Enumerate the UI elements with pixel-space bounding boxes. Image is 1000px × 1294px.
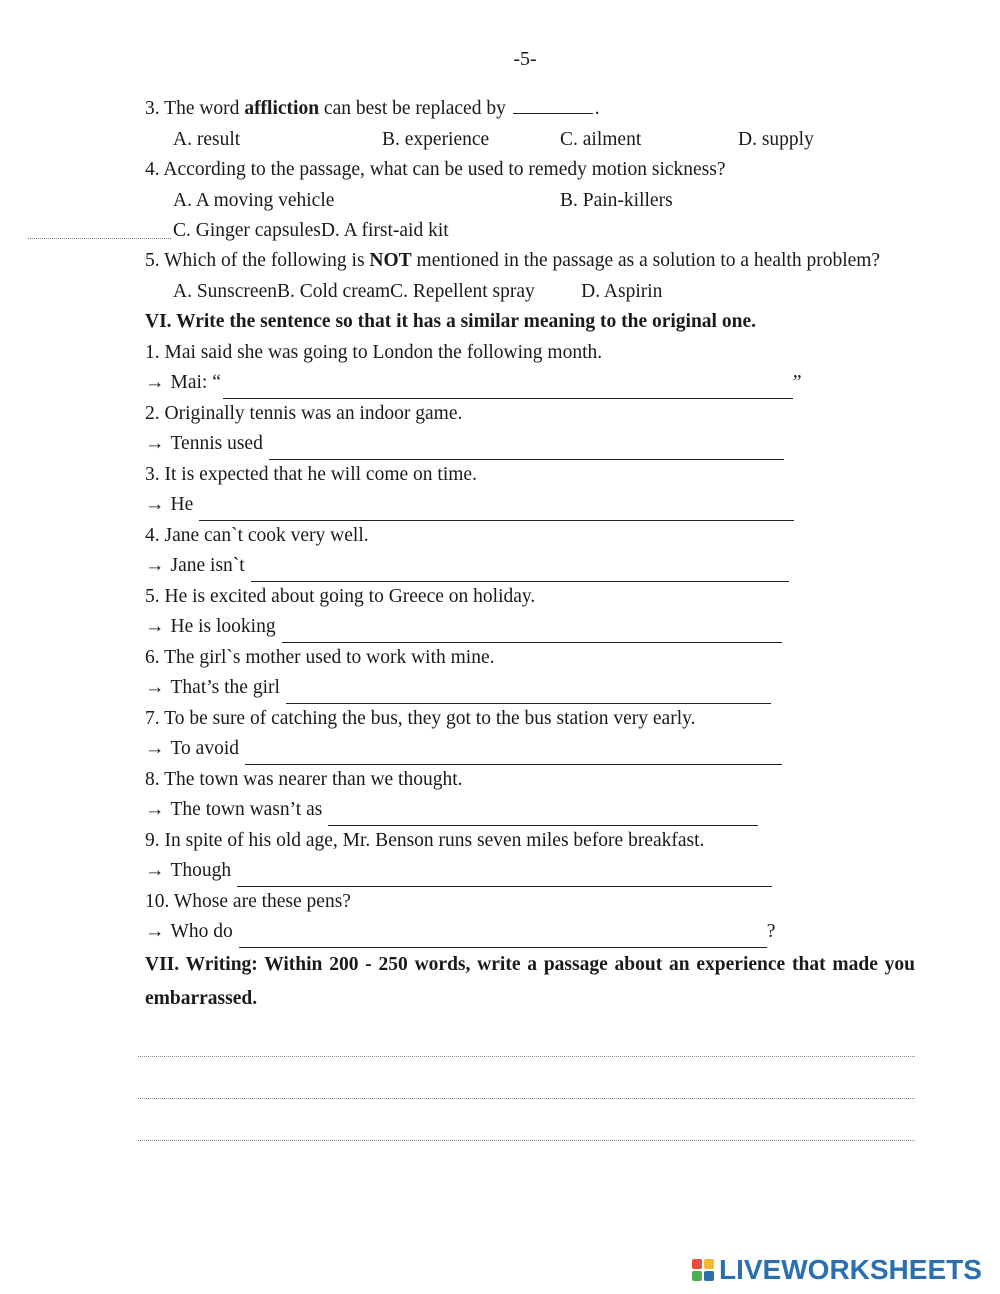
answer-input[interactable] (328, 803, 758, 826)
writing-line[interactable] (138, 1140, 915, 1182)
option-a[interactable]: A. result (173, 128, 241, 150)
liveworksheets-logo-icon (692, 1259, 714, 1281)
rewrite-5-sentence: 5. He is excited about going to Greece on holiday. (145, 585, 536, 607)
question-4-options-row2 (145, 216, 915, 247)
rewrite-4-answer: → Jane isn`t (145, 551, 915, 582)
answer-input[interactable] (223, 376, 793, 399)
question-3-stem: 3. The word affliction can best be replaced by . (145, 94, 915, 125)
arrow-icon: → (145, 433, 165, 454)
rewrite-1-sentence: 1. Mai said she was going to London the following month. (145, 341, 603, 363)
arrow-icon: → (145, 677, 165, 698)
answer-input[interactable] (282, 620, 782, 643)
logo-square (704, 1271, 714, 1281)
question-5-options (145, 277, 915, 308)
option-a[interactable]: A. Sunscreen (173, 280, 277, 302)
answer-input[interactable] (245, 742, 782, 765)
answer-blank[interactable] (513, 95, 593, 114)
logo-square (692, 1271, 702, 1281)
question-4-options-row1 (145, 186, 915, 217)
option-a[interactable]: A. A moving vehicle (173, 189, 335, 211)
worksheet-content (145, 94, 915, 1016)
section-7-heading: VII. Writing: Within 200 - 250 words, write a passage about an experience that made you embarrassed. (145, 953, 915, 1009)
writing-area[interactable] (138, 1056, 915, 1182)
rewrite-8-answer: → The town wasn’t as (145, 795, 915, 826)
liveworksheets-logo (692, 1254, 982, 1286)
arrow-icon: → (145, 799, 165, 820)
option-d[interactable]: D. supply (738, 128, 814, 150)
option-b[interactable]: B. experience (382, 128, 490, 150)
rewrite-6-answer: → That’s the girl (145, 673, 915, 704)
question-3-options (145, 125, 915, 156)
rewrite-2-answer: → Tennis used (145, 429, 915, 460)
rewrite-1-answer: → Mai: “ ” (145, 368, 915, 399)
logo-square (692, 1259, 702, 1269)
rewrite-3-sentence: 3. It is expected that he will come on time. (145, 463, 477, 485)
option-c[interactable]: C. Ginger capsules (173, 220, 321, 241)
answer-input[interactable] (239, 925, 767, 948)
rewrite-7-sentence: 7. To be sure of catching the bus, they got to the bus station very early. (145, 707, 696, 729)
answer-input[interactable] (269, 437, 784, 460)
logo-text: LIVEWORKSHEETS (719, 1254, 982, 1285)
answer-input[interactable] (237, 864, 772, 887)
writing-line[interactable] (138, 1098, 915, 1140)
option-b[interactable]: B. Cold cream (276, 280, 391, 302)
rewrite-9-sentence: 9. In spite of his old age, Mr. Benson runs seven miles before breakfast. (145, 829, 705, 851)
arrow-icon: → (145, 738, 165, 759)
question-5-stem: 5. Which of the following is NOT mentioned in the passage as a solution to a health problem? (145, 249, 881, 271)
rewrite-6-sentence: 6. The girl`s mother used to work with mine. (145, 646, 495, 668)
logo-square (704, 1259, 714, 1269)
dotted-leader (28, 238, 171, 239)
rewrite-7-answer: → To avoid (145, 734, 915, 765)
option-c[interactable]: C. Repellent spray (390, 280, 535, 302)
keyword-not: NOT (369, 249, 412, 271)
option-b[interactable]: B. Pain-killers (560, 189, 673, 211)
rewrite-3-answer: → He (145, 490, 915, 521)
section-6-heading: VI. Write the sentence so that it has a similar meaning to the original one. (145, 311, 756, 332)
arrow-icon: → (145, 555, 165, 576)
answer-input[interactable] (286, 681, 771, 704)
option-c[interactable]: C. ailment (560, 128, 642, 150)
rewrite-8-sentence: 8. The town was nearer than we thought. (145, 768, 463, 790)
writing-line[interactable] (138, 1056, 915, 1098)
answer-input[interactable] (199, 498, 794, 521)
option-d[interactable]: D. Aspirin (581, 280, 663, 302)
arrow-icon: → (145, 921, 165, 942)
page-number: -5- (513, 48, 537, 70)
rewrite-5-answer: → He is looking (145, 612, 915, 643)
arrow-icon: → (145, 616, 165, 637)
arrow-icon: → (145, 494, 165, 515)
option-d[interactable]: D. A first-aid kit (320, 220, 449, 241)
keyword-affliction: affliction (244, 98, 320, 119)
rewrite-10-sentence: 10. Whose are these pens? (145, 890, 351, 912)
rewrite-9-answer: → Though (145, 856, 915, 887)
arrow-icon: → (145, 372, 165, 393)
rewrite-2-sentence: 2. Originally tennis was an indoor game. (145, 402, 463, 424)
arrow-icon: → (145, 860, 165, 881)
rewrite-4-sentence: 4. Jane can`t cook very well. (145, 524, 369, 546)
answer-input[interactable] (251, 559, 789, 582)
rewrite-10-answer: → Who do ? (145, 917, 915, 948)
question-4-stem: 4. According to the passage, what can be used to remedy motion sickness? (145, 159, 726, 180)
